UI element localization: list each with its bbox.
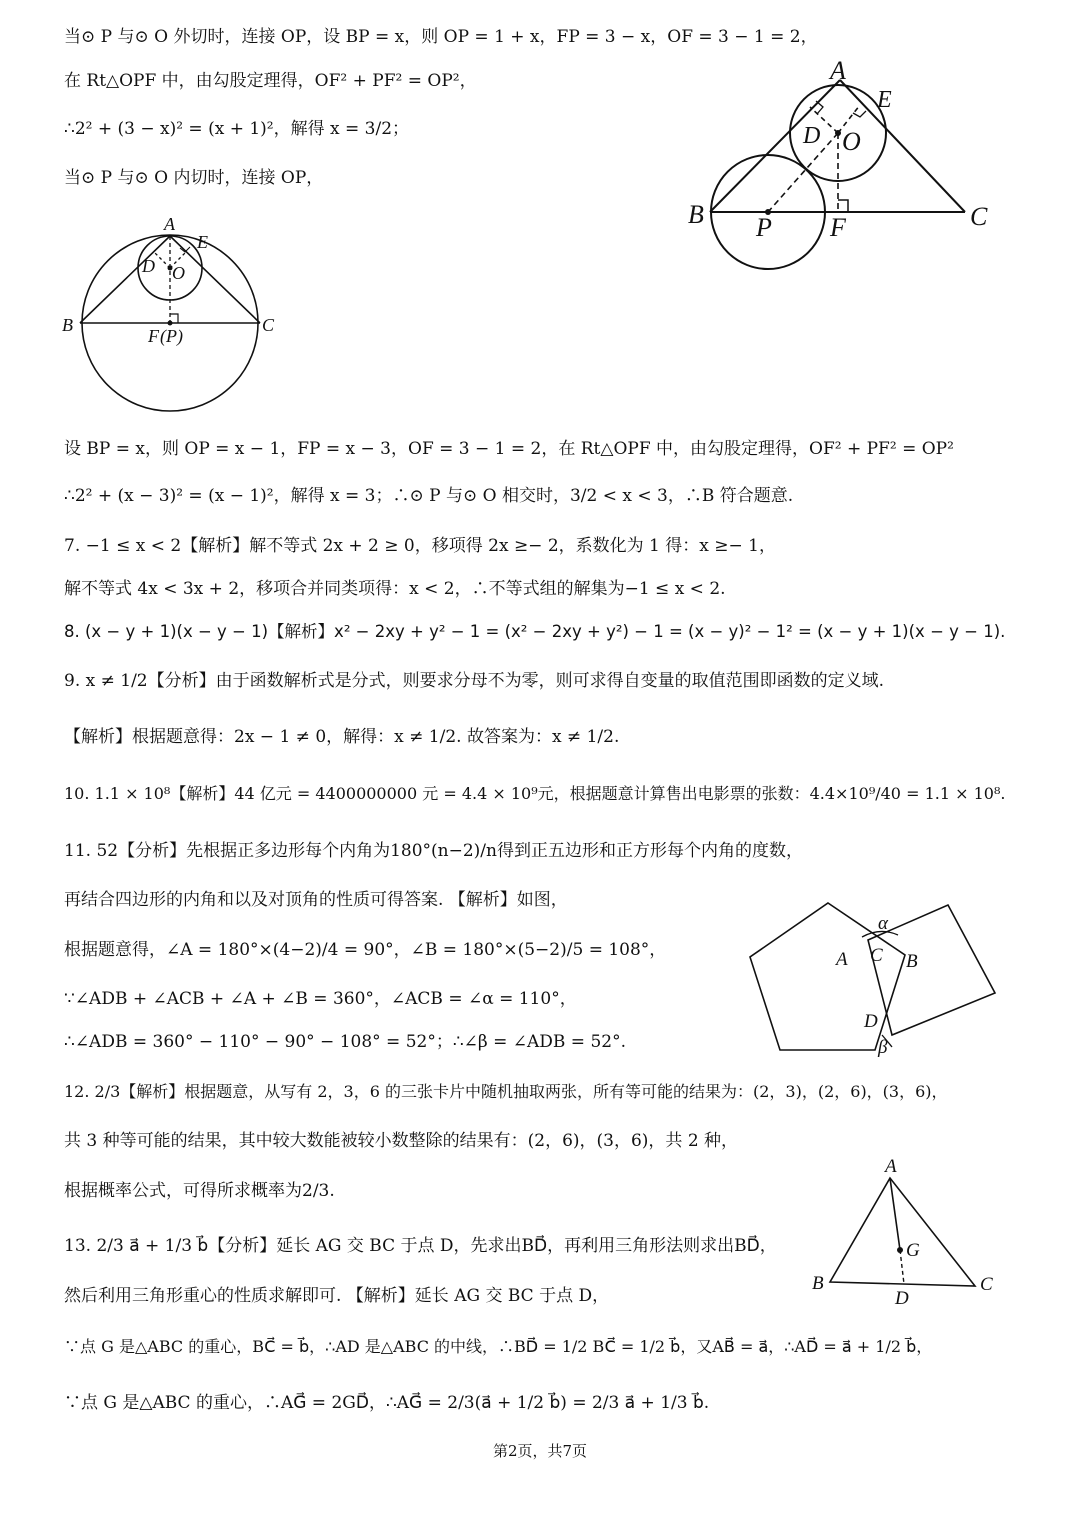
label-o: O [842, 127, 861, 156]
point-f [168, 321, 173, 326]
label-c: C [970, 202, 988, 231]
label-c: C [980, 1274, 993, 1295]
label-alpha: α [878, 913, 888, 934]
label-o: O [172, 263, 185, 283]
label-f: F [148, 326, 159, 346]
label-d: D [142, 256, 155, 276]
label-beta: β [878, 1037, 888, 1058]
label-a: A [164, 214, 175, 234]
label-d: D [895, 1288, 909, 1309]
text-line-19: 共 3 种等可能的结果，其中较大数能被较小数整除的结果有：(2，6)，(3，6)，共 2 种， [64, 1131, 739, 1151]
text-line-15: 根据题意得，∠A = 180°×(4−2)/4 = 90°，∠B = 180°×(5−2)/5 = 108°， [64, 940, 667, 960]
text-line-12: 10. 1.1 × 10⁸【解析】44 亿元 = 4400000000 元 = 4.4 × 10⁹元，根据题意计算售出电影票的张数：4.4×10⁹/40 = 1.1 × 10⁸. [64, 784, 1006, 803]
line-od [155, 253, 170, 268]
text-line-4: 当⊙ P 与⊙ O 内切时，连接 OP， [64, 168, 324, 188]
text-line-24: ∵点 G 是△ABC 的重心，∴AG⃗ = 2GD⃗，∴AG⃗ = 2/3(a⃗ + 1/2 b⃗) = 2/3 a⃗ + 1/3 b⃗. [64, 1393, 710, 1413]
external-tangent-circles-figure [680, 55, 1010, 280]
label-a: A [836, 949, 848, 970]
label-a: A [830, 56, 846, 85]
triangle-abc [830, 1178, 975, 1286]
label-p: P [756, 213, 772, 242]
text-line-18: 12. 2/3【解析】根据题意，从写有 2，3，6 的三张卡片中随机抽取两张，所有等可能的结果为：(2，3)，(2，6)，(3，6)， [64, 1082, 948, 1101]
label-c: C [262, 315, 275, 335]
text-line-3: ∴2² + (3 − x)² = (x + 1)²，解得 x = 3/2； [64, 119, 410, 139]
label-b: B [812, 1273, 824, 1294]
label-d: D [864, 1011, 878, 1032]
label-e: E [197, 232, 208, 252]
text-line-5: 设 BP = x，则 OP = x − 1，FP = x − 3，OF = 3 − 1 = 2，在 Rt△OPF 中，由勾股定理得，OF² + PF² = OP² [64, 439, 954, 459]
text-line-11: 【解析】根据题意得：2x − 1 ≠ 0，解得：x ≠ 1/2. 故答案为：x ≠ 1/2. [64, 727, 620, 747]
label-b: B [62, 315, 73, 335]
centroid-triangle-figure [805, 1150, 1005, 1310]
label-g: G [906, 1240, 920, 1261]
text-line-9: 8. (x − y + 1)(x − y − 1)【解析】x² − 2xy + y² − 1 = (x² − 2xy + y²) − 1 = (x − y)² − 1² = (x − y + 1)(x − y − 1). [64, 622, 1006, 641]
label-e: E [877, 87, 892, 113]
pentagon-square-figure [740, 895, 1005, 1065]
internal-tangent-circles-figure [60, 210, 290, 415]
text-line-14: 再结合四边形的内角和以及对顶角的性质可得答案. 【解析】如图， [64, 890, 568, 910]
label-a: A [885, 1156, 897, 1177]
point-o [835, 130, 841, 136]
text-line-22: 然后利用三角形重心的性质求解即可. 【解析】延长 AG 交 BC 于点 D， [64, 1286, 610, 1306]
text-line-2: 在 Rt△OPF 中，由勾股定理得，OF² + PF² = OP²， [64, 71, 477, 91]
right-angle-f [838, 200, 848, 212]
text-line-1: 当⊙ P 与⊙ O 外切时，连接 OP，设 BP = x，则 OP = 1 + x，FP = 3 − x，OF = 3 − 1 = 2， [64, 27, 818, 47]
text-line-20: 根据概率公式，可得所求概率为2/3. [64, 1181, 335, 1201]
text-line-13: 11. 52【分析】先根据正多边形每个内角为180°(n−2)/n得到正五边形和正方形每个内角的度数， [64, 841, 803, 861]
text-line-17: ∴∠ADB = 360° − 110° − 90° − 108° = 52°；∴∠β = ∠ADB = 52°. [64, 1032, 626, 1052]
text-line-8: 解不等式 4x < 3x + 2，移项合并同类项得：x < 2，∴不等式组的解集为−1 ≤ x < 2. [64, 579, 726, 599]
point-g [897, 1247, 903, 1253]
text-line-7: 7. −1 ≤ x < 2【解析】解不等式 2x + 2 ≥ 0，移项得 2x ≥− 2，系数化为 1 得：x ≥− 1， [64, 536, 776, 556]
label-f: F [830, 213, 846, 242]
text-line-6: ∴2² + (x − 3)² = (x − 1)²，解得 x = 3；∴⊙ P 与⊙ O 相交时，3/2 < x < 3，∴B 符合题意. [64, 486, 794, 506]
label-b: B [906, 951, 918, 972]
line-gd [900, 1250, 904, 1284]
text-line-10: 9. x ≠ 1/2【分析】由于函数解析式是分式，则要求分母不为零，则可求得自变量的取值范围即函数的定义域. [64, 671, 885, 691]
text-line-16: ∵∠ADB + ∠ACB + ∠A + ∠B = 360°，∠ACB = ∠α = 110°， [64, 989, 577, 1009]
text-line-21: 13. 2/3 a⃗ + 1/3 b⃗【分析】延长 AG 交 BC 于点 D，先求出BD⃗，再利用三角形法则求出BD⃗， [64, 1236, 777, 1256]
text-line-23: ∵点 G 是△ABC 的重心，BC⃗ = b⃗，∴AD 是△ABC 的中线，∴BD⃗ = 1/2 BC⃗ = 1/2 b⃗，又AB⃗ = a⃗，∴AD⃗ = a⃗ + 1/2 b⃗， [64, 1337, 933, 1356]
label-b: B [688, 200, 704, 229]
label-p: (P) [160, 326, 183, 346]
page-footer: 第2页，共7页 [492, 1442, 588, 1460]
label-d: D [803, 123, 821, 149]
label-c: C [870, 945, 883, 966]
